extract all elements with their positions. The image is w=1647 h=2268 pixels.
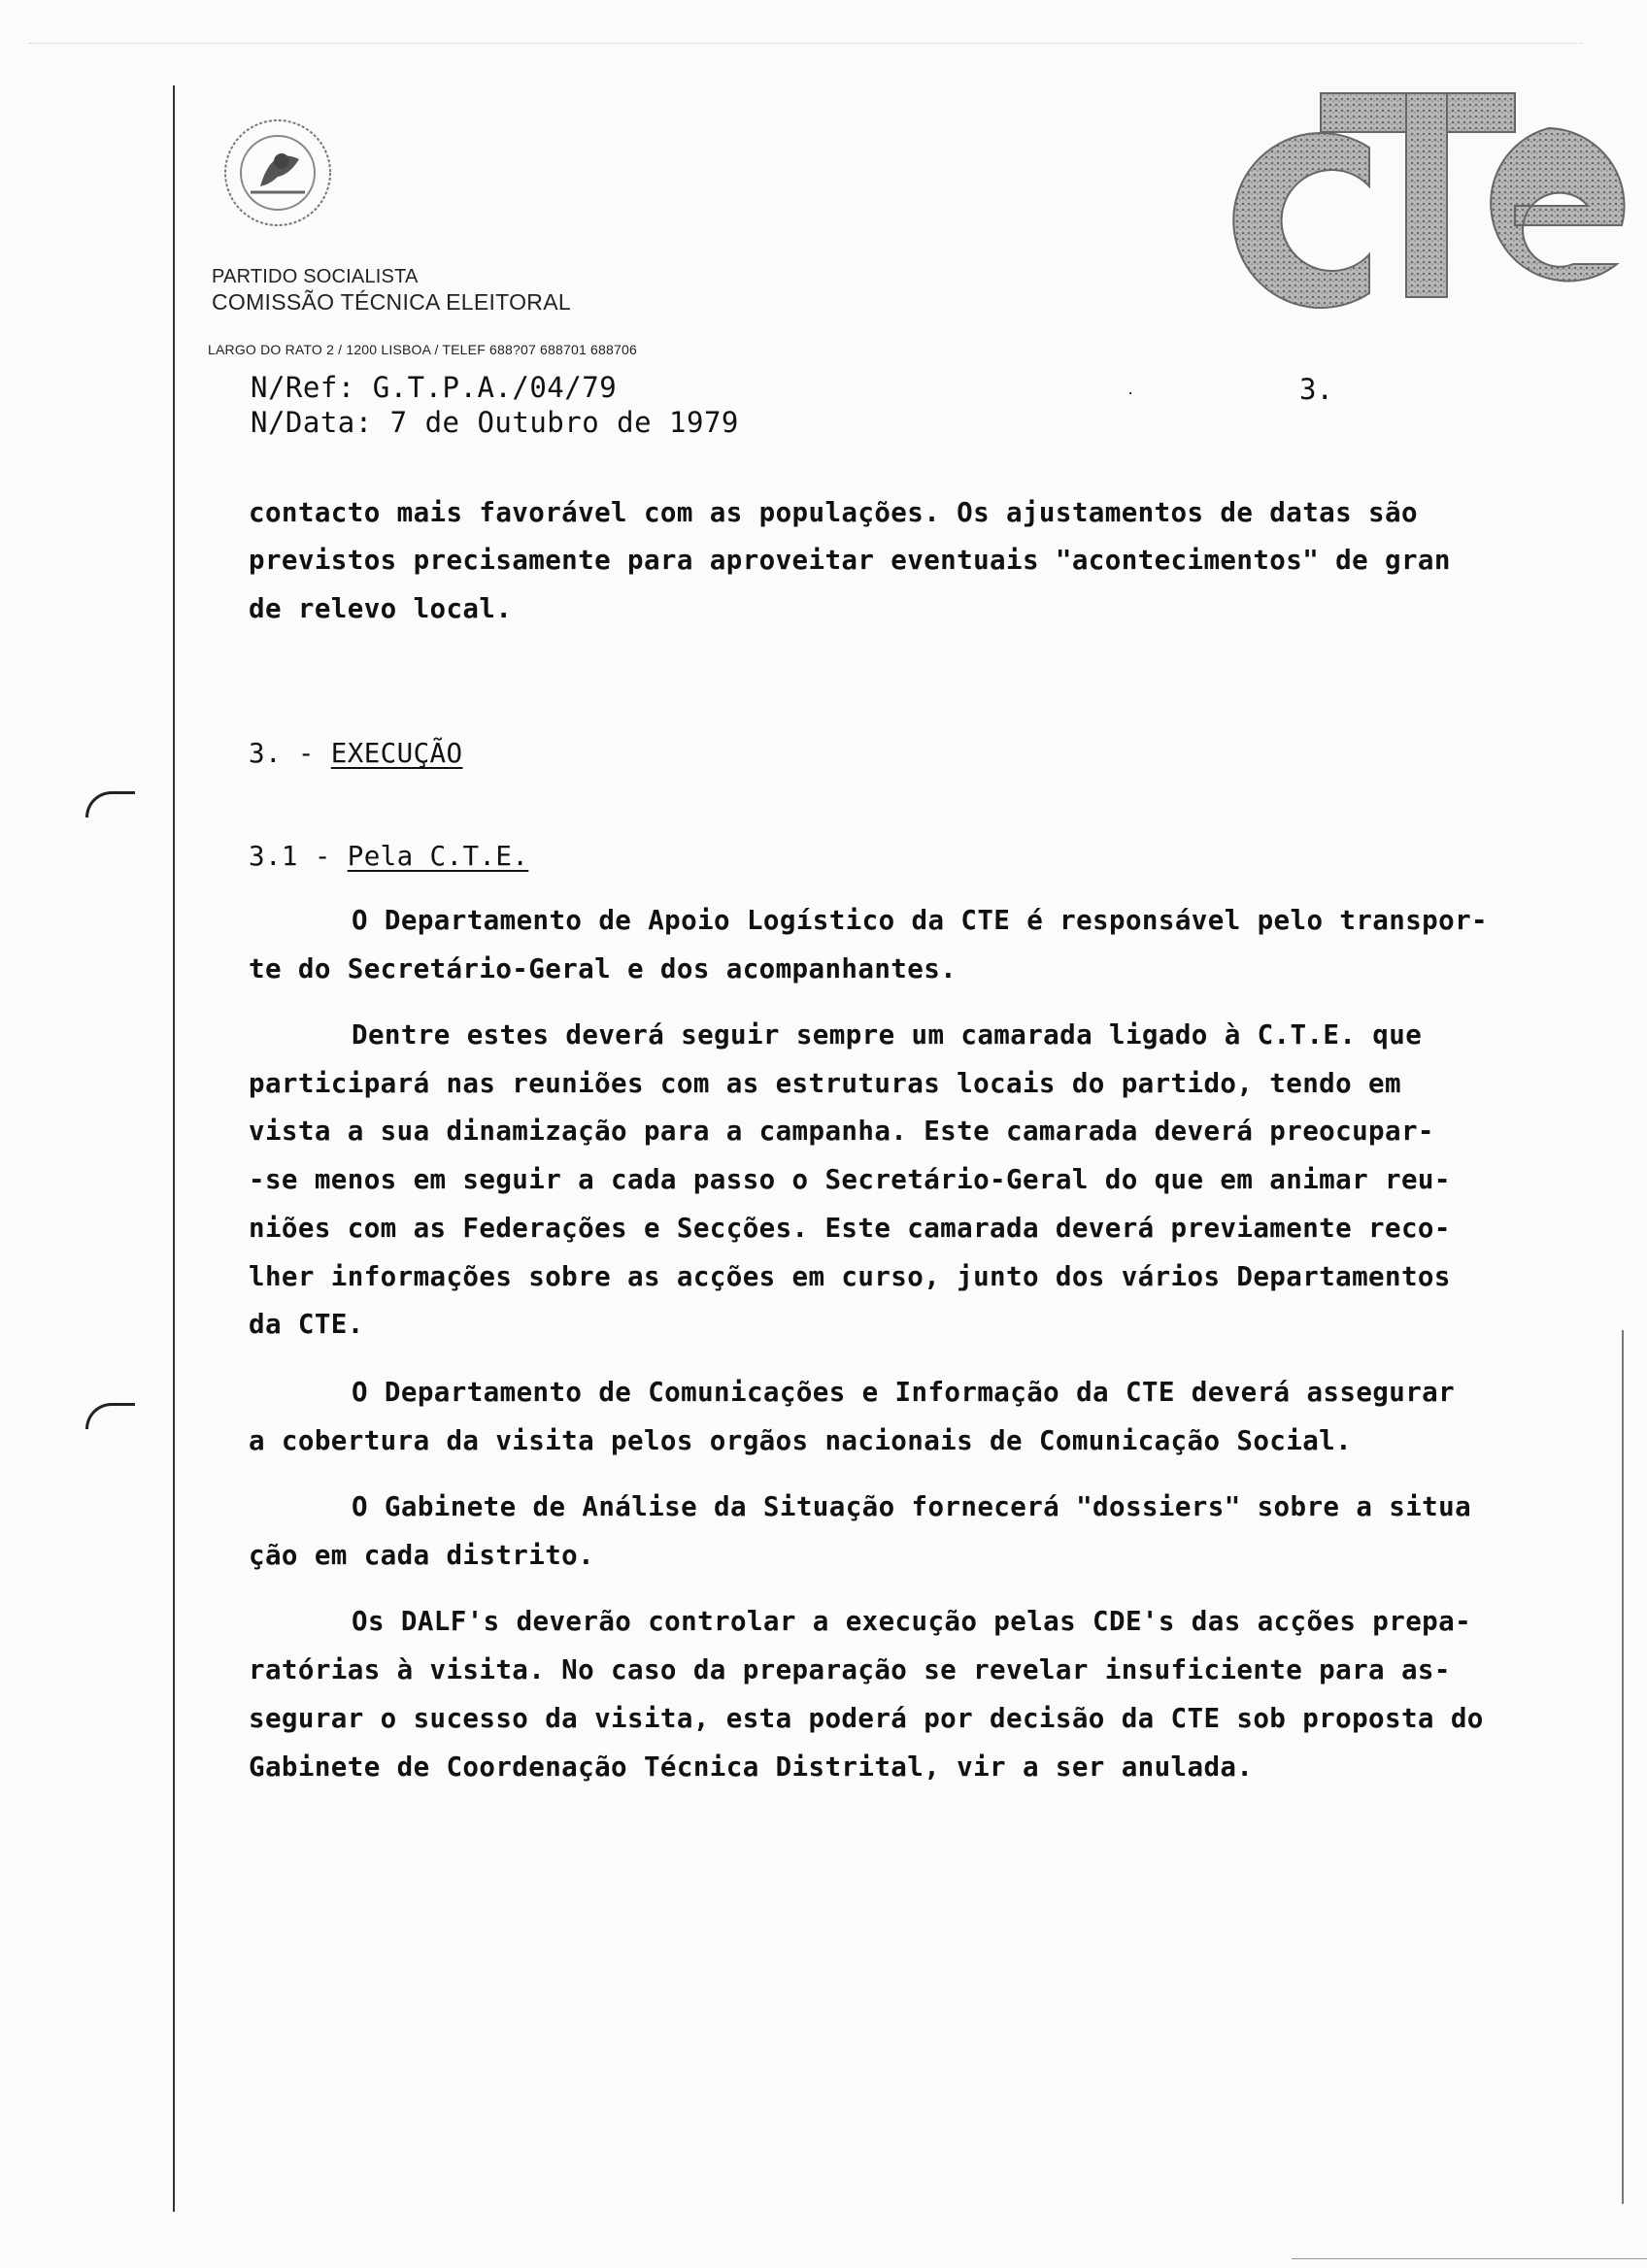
text-line: ção em cada distrito. <box>249 1540 595 1571</box>
text-line: a cobertura da visita pelos orgãos nacionais de Comunicação Social. <box>249 1425 1353 1456</box>
cte-logo <box>1224 80 1631 322</box>
ps-seal-icon <box>221 117 334 229</box>
text-line: da CTE. <box>249 1309 364 1340</box>
stray-mark: · <box>1126 386 1135 402</box>
text-line: O Departamento de Comunicações e Informação da CTE deverá assegurar <box>352 1377 1456 1408</box>
subsection-title: Pela C.T.E. <box>347 841 529 872</box>
text-line: O Gabinete de Análise da Situação fornecerá "dossiers" sobre a situa <box>352 1491 1472 1522</box>
reference-number: N/Ref: G.T.P.A./04/79 <box>251 371 618 404</box>
text-line: contacto mais favorável com as populações. Os ajustamentos de datas são <box>249 497 1418 528</box>
page-number: 3. <box>1299 373 1333 406</box>
text-line: O Departamento de Apoio Logístico da CTE é responsável pelo transpor- <box>352 905 1488 936</box>
right-margin-rule <box>1622 1330 1624 2204</box>
subsection-number: 3.1 - <box>249 841 348 872</box>
text-line: niões com as Federações e Secções. Este camarada deverá previamente reco- <box>249 1213 1451 1244</box>
text-line: -se menos em seguir a cada passo o Secretário-Geral do que em animar reu- <box>249 1164 1451 1195</box>
left-margin-rule <box>173 85 175 2212</box>
section-heading <box>249 738 462 769</box>
text-line: Dentre estes deverá seguir sempre um camarada ligado à C.T.E. que <box>352 1019 1423 1051</box>
text-line: lher informações sobre as acções em curso, junto dos vários Departamentos <box>249 1261 1451 1292</box>
section-title: EXECUÇÃO <box>330 738 463 769</box>
text-line: vista a sua dinamização para a campanha. Este camarada deverá preocupar- <box>249 1116 1434 1147</box>
subsection-heading <box>249 841 528 872</box>
text-line: te do Secretário-Geral e dos acompanhantes. <box>249 953 958 984</box>
scan-edge-line <box>29 43 1583 45</box>
text-line: participará nas reuniões com as estruturas locais do partido, tendo em <box>249 1068 1401 1099</box>
punch-hole-mark <box>85 791 135 817</box>
punch-hole-mark <box>85 1403 135 1429</box>
org-subtitle: COMISSÃO TÉCNICA ELEITORAL <box>212 289 571 315</box>
text-line: segurar o sucesso da visita, esta poderá por decisão da CTE sob proposta do <box>249 1703 1484 1734</box>
bottom-edge-line <box>1292 2258 1647 2259</box>
text-line: Gabinete de Coordenação Técnica Distrital, vir a ser anulada. <box>249 1751 1254 1783</box>
text-line: ratórias à visita. No caso da preparação se revelar insuficiente para as- <box>249 1654 1451 1685</box>
section-number: 3. - <box>249 738 331 769</box>
text-line: previstos precisamente para aproveitar eventuais "acontecimentos" de gran <box>249 545 1451 576</box>
text-line: de relevo local. <box>249 593 513 624</box>
org-name: PARTIDO SOCIALISTA <box>212 266 419 287</box>
text-line: Os DALF's deverão controlar a execução pelas CDE's das acções prepa- <box>352 1606 1472 1637</box>
org-address: LARGO DO RATO 2 / 1200 LISBOA / TELEF 688?07 688701 688706 <box>208 342 637 357</box>
reference-date: N/Data: 7 de Outubro de 1979 <box>251 406 739 439</box>
